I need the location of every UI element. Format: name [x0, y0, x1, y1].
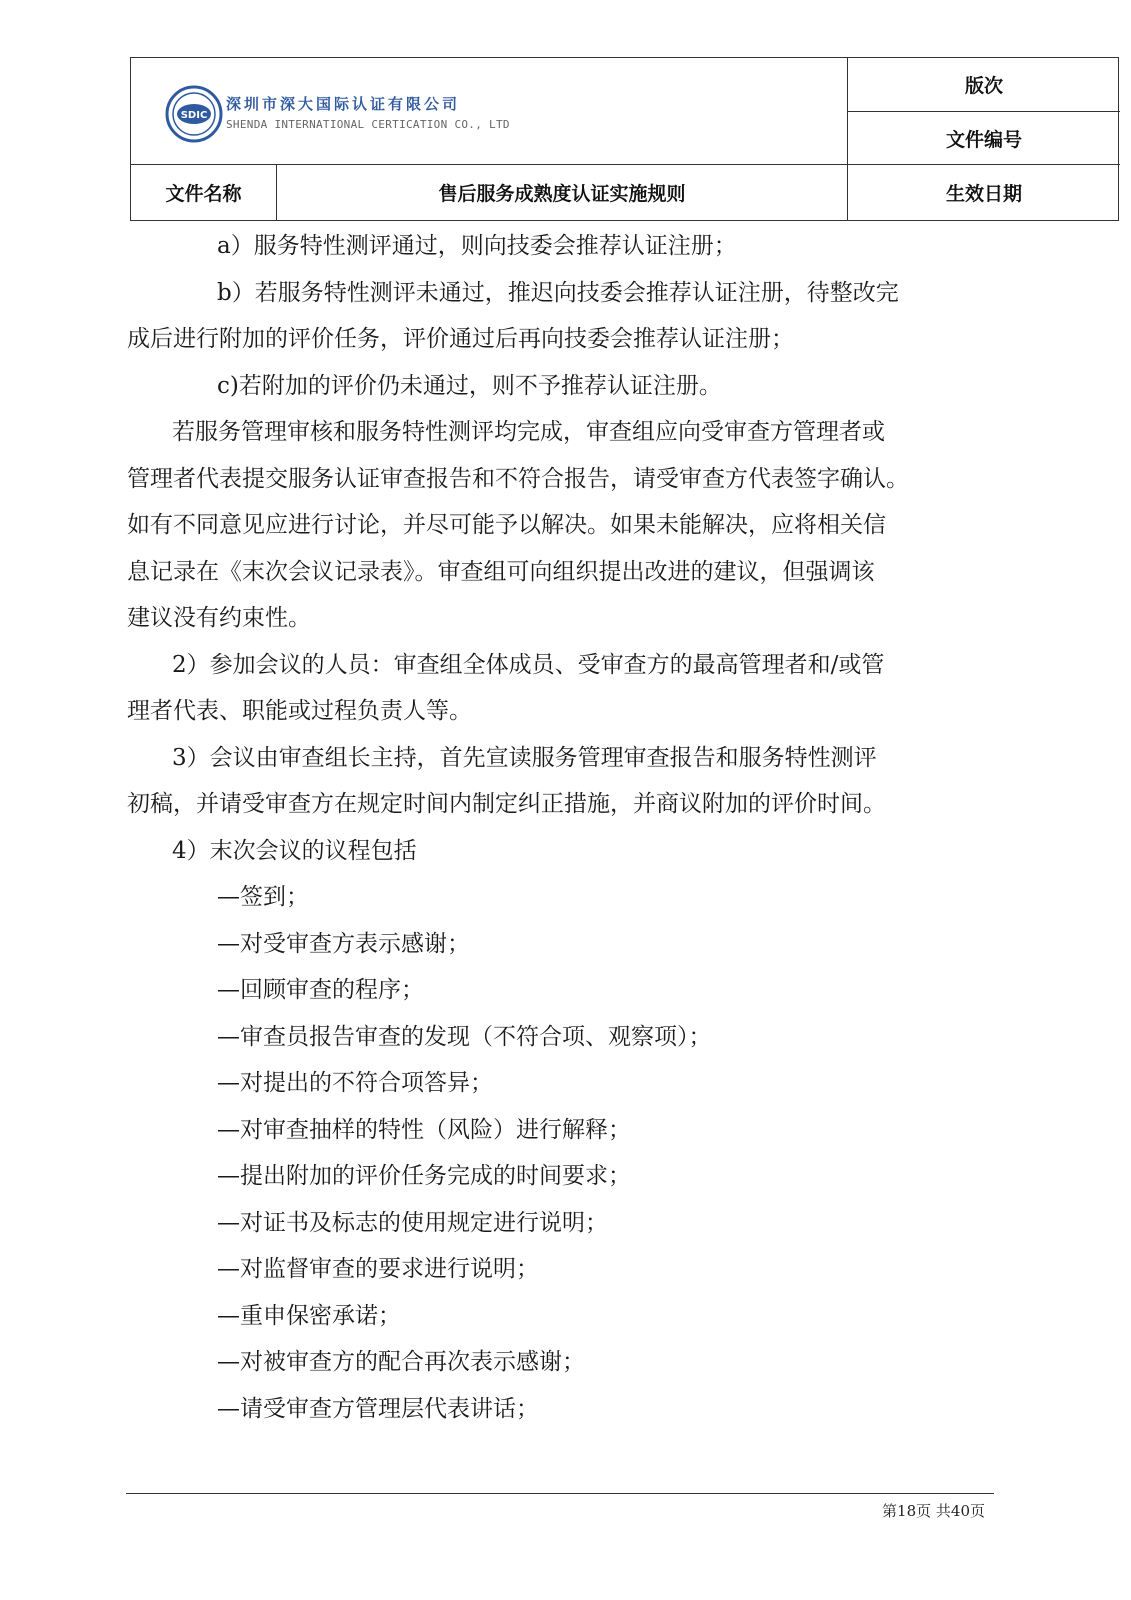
document-header	[130, 57, 1119, 221]
text-line: 管理者代表提交服务认证审查报告和不符合报告，请受审查方代表签字确认。	[127, 465, 909, 492]
list-item: —对证书及标志的使用规定进行说明；	[217, 1209, 608, 1236]
footer-divider	[126, 1493, 994, 1494]
logo-text: SDIC	[180, 110, 208, 121]
company-name-en: SHENDA INTERNATIONAL CERTICATION CO., LTD	[226, 118, 510, 131]
version-cell	[848, 58, 1120, 112]
text-line: 3）会议由审查组长主持，首先宣读服务管理审查报告和服务特性测评	[172, 744, 877, 771]
text-line: 4）末次会议的议程包括	[172, 837, 417, 864]
text-line: 2）参加会议的人员：审查组全体成员、受审查方的最高管理者和/或管	[172, 651, 885, 678]
list-item: —提出附加的评价任务完成的时间要求；	[217, 1163, 631, 1189]
document-body	[127, 223, 997, 1432]
list-item: —对提出的不符合项答异；	[217, 1070, 493, 1096]
doc-name-cell	[277, 165, 848, 220]
text-line: b）若服务特性测评未通过，推迟向技委会推荐认证注册，待整改完	[217, 279, 899, 306]
doc-number-label: 文件编号	[945, 128, 1022, 151]
text-line: 如有不同意见应进行讨论，并尽可能予以解决。如果未能解决，应将相关信	[127, 512, 886, 538]
list-item: —请受审查方管理层代表讲话；	[217, 1395, 539, 1422]
doc-number-cell	[848, 112, 1120, 165]
list-item: —对审查抽样的特性（风险）进行解释；	[217, 1116, 631, 1143]
list-item: —对监督审查的要求进行说明；	[217, 1256, 539, 1282]
company-name-cn: 深圳市深大国际认证有限公司	[226, 95, 461, 113]
company-seal-icon	[165, 85, 223, 143]
effective-date-label: 生效日期	[945, 183, 1022, 205]
list-item: —重申保密承诺；	[217, 1302, 401, 1329]
text-line: 息记录在《末次会议记录表》。审查组可向组织提出改进的建议，但强调该	[127, 558, 875, 585]
list-item: —审查员报告审查的发现（不符合项、观察项）；	[217, 1023, 712, 1050]
text-line: 建议没有约束性。	[127, 605, 311, 631]
text-line: c)若附加的评价仍未通过，则不予推荐认证注册。	[217, 372, 722, 399]
page-number: 第18页 共40页	[882, 1502, 985, 1520]
text-line: 理者代表、职能或过程负责人等。	[127, 698, 472, 724]
list-item: —回顾审查的程序；	[217, 977, 424, 1003]
text-line: 初稿，并请受审查方在规定时间内制定纠正措施，并商议附加的评价时间。	[127, 791, 886, 817]
text-line: 成后进行附加的评价任务，评价通过后再向技委会推荐认证注册；	[127, 326, 794, 352]
list-item: —对受审查方表示感谢；	[217, 930, 470, 957]
logo-cell	[131, 58, 848, 165]
effective-date-cell	[848, 165, 1120, 220]
list-item: —签到；	[217, 884, 309, 910]
text-line: a）服务特性测评通过，则向技委会推荐认证注册；	[217, 233, 737, 259]
text-line: 若服务管理审核和服务特性测评均完成，审查组应向受审查方管理者或	[172, 419, 885, 445]
doc-name-label: 文件名称	[165, 183, 242, 205]
version-label: 版次	[964, 75, 1003, 97]
doc-name: 售后服务成熟度认证实施规则	[438, 183, 686, 205]
list-item: —对被审查方的配合再次表示感谢；	[217, 1349, 585, 1375]
doc-name-label-cell	[131, 165, 277, 220]
